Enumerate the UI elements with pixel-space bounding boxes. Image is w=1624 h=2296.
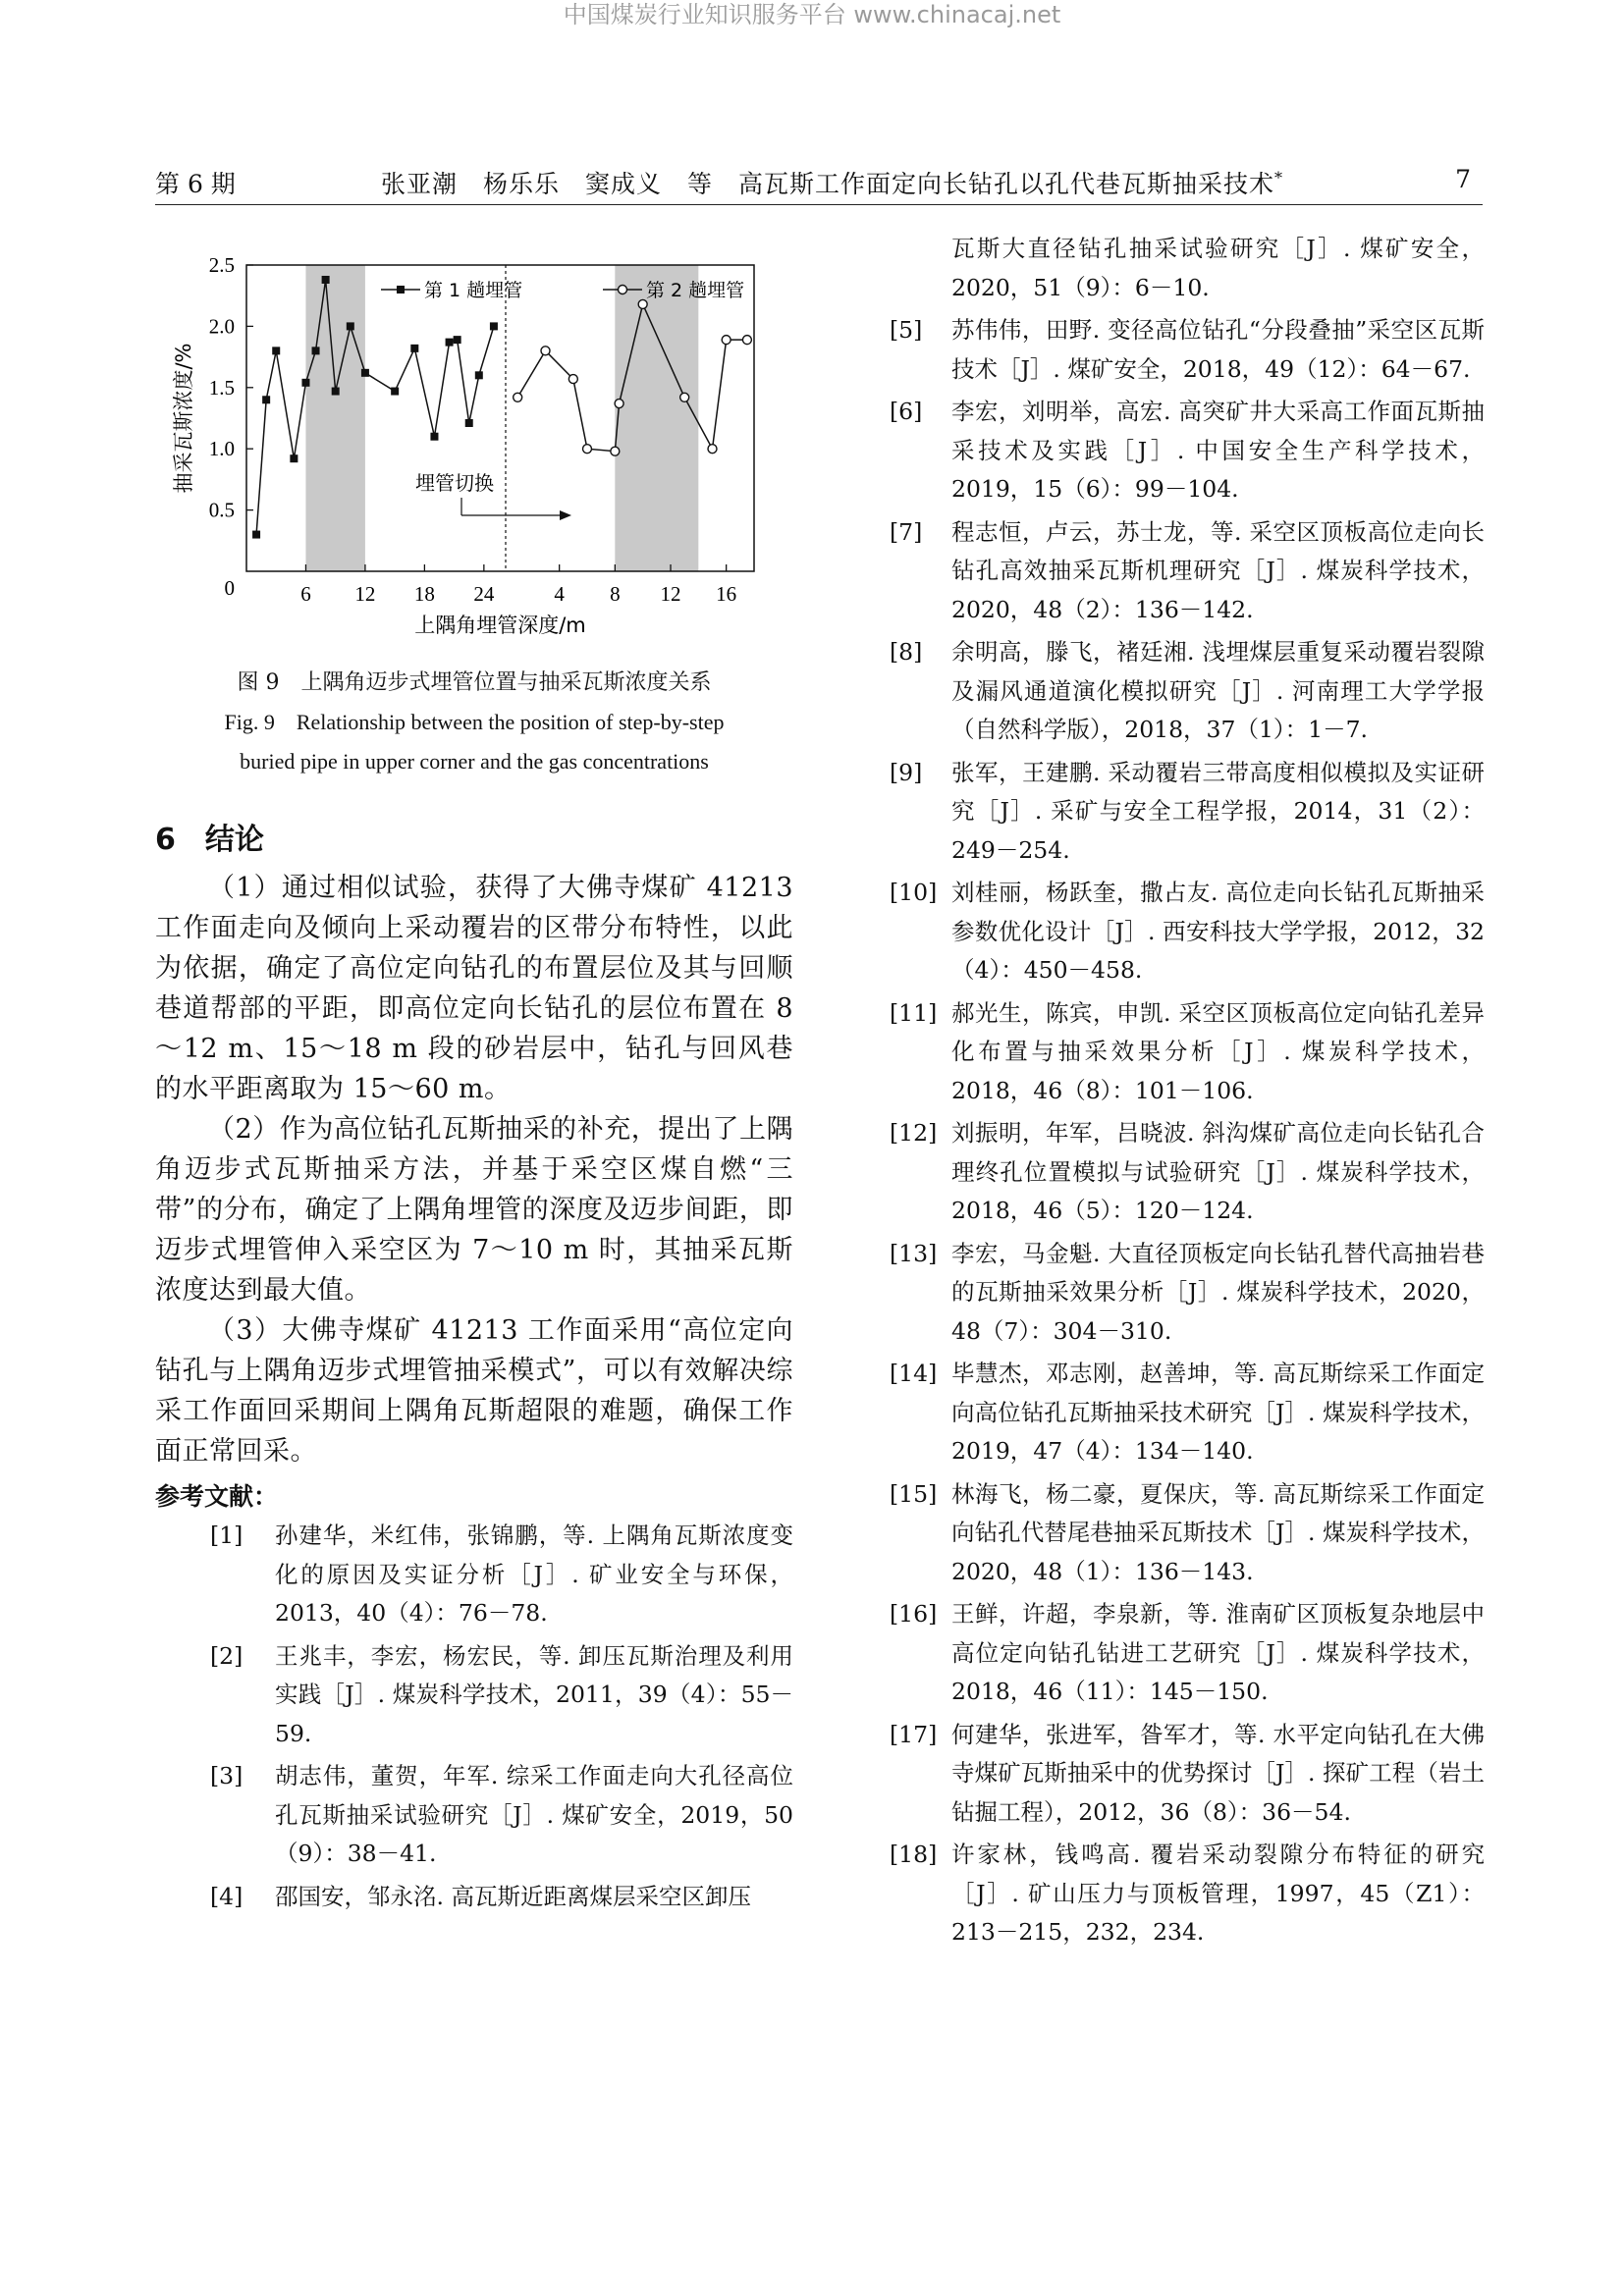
reference-number: [9] [890,758,923,786]
title-footnote-mark: * [1274,168,1284,187]
reference-text: 李宏，刘明举，高宏. 高突矿井大采高工作面瓦斯抽采技术及实践［J］. 中国安全生产科学技术，2019，15（6）：99－104. [951,398,1485,503]
reference-text: 刘桂丽，杨跃奎，撒占友. 高位走向长钻孔瓦斯抽采参数优化设计［J］. 西安科技大学学报，2012，32（4）：450－458. [951,879,1485,984]
reference-text: 邵国安，邹永洺. 高瓦斯近距离煤层采空区卸压 [275,1882,751,1910]
reference-3 [155,1757,793,1874]
left-column [155,245,793,1916]
figure-caption-en-1: Fig. 9 Relationship between the position of step-by-step [224,710,725,734]
section-heading [155,815,793,858]
reference-10 [892,874,1485,990]
reference-14 [892,1355,1485,1471]
series-2-point [615,400,623,408]
origin-label: 0 [224,576,235,600]
conclusion-paragraph-1: （1）通过相似试验，获得了大佛寺煤矿 41213 工作面走向及倾向上采动覆岩的区带分布特性，以此为依据，确定了高位定向钻孔的布置层位及其与回顺巷道帮部的平距，即高位定向长钻孔的层位布置在 8～12 m、15～18 m 段的砂岩层中，钻孔与回风巷的水平距离取为 15～60 m。 [155,873,793,1104]
reference-13 [892,1235,1485,1352]
shaded-region-1 [305,265,364,571]
reference-number: [16] [890,1600,938,1628]
legend-2-marker [619,286,627,294]
references-heading: 参考文献： [155,1482,279,1511]
legend-2-label: 第 2 趟埋管 [646,280,745,301]
x-tick-label: 18 [413,582,435,606]
x-tick-label: 24 [473,582,495,606]
reference-16 [892,1595,1485,1712]
series-1-point [262,396,270,403]
reference-4-continued: 瓦斯大直径钻孔抽采试验研究［J］. 煤矿安全，2020，51（9）：6－10. [951,235,1485,301]
watermark: 中国煤炭行业知识服务平台 www.chinacaj.net [563,1,1061,28]
y-tick-label: 1.0 [208,437,235,461]
annotation-text: 埋管切换 [415,471,494,495]
reference-text: 余明高，滕飞，褚廷湘. 浅埋煤层重复采动覆岩裂隙及漏风通道演化模拟研究［J］. 河南理工大学学报（自然科学版），2018，37（1）：1－7. [951,638,1485,743]
series-2-point [568,375,577,384]
reference-number: [3] [210,1762,244,1789]
reference-number: [12] [890,1119,938,1147]
series-2-point [742,336,751,345]
series-2-point [708,445,717,454]
series-1-point [475,371,483,379]
reference-number: [18] [890,1841,938,1868]
section-number: 6 [155,823,176,857]
reference-text: 许家林，钱鸣高. 覆岩采动裂隙分布特征的研究［J］. 矿山压力与顶板管理，1997，45（Z1）：213－215，232，234. [951,1841,1485,1946]
x-axis-label: 上隅角埋管深度/m [414,614,586,637]
reference-7 [892,513,1485,630]
reference-number: [13] [890,1239,938,1267]
reference-number: [7] [890,517,923,546]
y-tick-label: 2.0 [208,314,235,339]
reference-text: 苏伟伟，田野. 变径高位钻孔“分段叠抽”采空区瓦斯技术［J］. 煤矿安全，2018，49（12）：64－67. [951,316,1485,383]
x-tick-label: 6 [300,582,311,606]
reference-text: 孙建华，米红伟，张锦鹏，等. 上隅角瓦斯浓度变化的原因及实证分析［J］. 矿业安全与环保，2013，40（4）：76－78. [275,1522,793,1627]
series-1-point [361,369,369,377]
x-tick-label: 16 [716,582,737,606]
series-1-point [252,531,260,539]
shaded-region-2 [615,265,698,571]
reference-text: 毕慧杰，邓志刚，赵善坤，等. 高瓦斯综采工作面定向高位钻孔瓦斯抽采技术研究［J］. 煤炭科学技术，2019，47（4）：134－140. [951,1360,1485,1465]
series-1-point [322,276,330,284]
series-1-point [347,322,354,330]
legend-1-marker [397,286,405,294]
section-title: 结论 [204,823,264,857]
series-1-point [332,388,340,396]
reference-text: 程志恒，卢云，苏士龙，等. 采空区顶板高位走向长钻孔高效抽采瓦斯机理研究［J］. 煤炭科学技术，2020，48（2）：136－142. [951,517,1485,623]
reference-9 [892,754,1485,871]
x-tick-label: 8 [610,582,621,606]
series-1-point [465,419,473,427]
reference-2 [155,1637,793,1754]
y-axis-label: 抽采瓦斯浓度/% [172,343,195,494]
series-1-point [410,345,418,352]
reference-12 [892,1114,1485,1231]
reference-1 [155,1517,793,1633]
series-1-point [490,322,498,330]
reference-number: [11] [890,998,938,1027]
reference-15 [892,1475,1485,1592]
series-2-point [514,393,522,401]
annotation-arrowhead [560,510,571,520]
reference-number: [14] [890,1360,938,1387]
x-tick-label: 4 [554,582,565,606]
reference-number: [2] [210,1641,244,1670]
reference-text: 何建华，张进军，昝军才，等. 水平定向钻孔在大佛寺煤矿瓦斯抽采中的优势探讨［J］. 探矿工程（岩土钻掘工程），2012，36（8）：36－54. [951,1720,1485,1826]
series-2-point [583,445,592,454]
series-2-point [680,393,689,401]
series-2-point [541,347,550,355]
issue-number: 第 6 期 [155,170,236,198]
reference-text: 张军，王建鹏. 采动覆岩三带高度相似模拟及实证研究［J］. 采矿与安全工程学报，2014，31（2）：249－254. [951,758,1485,864]
reference-number: [15] [890,1479,938,1508]
figure-caption-en-2: buried pipe in upper corner and the gas concentrations [240,749,709,774]
series-1-line [256,280,494,535]
conclusion-paragraph-3: （3）大佛寺煤矿 41213 工作面采用“高位定向钻孔与上隅角迈步式埋管抽采模式”，可以有效解决综采工作面回采期间上隅角瓦斯超限的难题，确保工作面正常回采。 [155,1315,793,1467]
reference-text: 王鲜，许超，李泉新，等. 淮南矿区顶板复杂地层中高位定向钻孔钻进工艺研究［J］. 煤炭科学技术，2018，46（11）：145－150. [951,1600,1485,1705]
figure-9 [155,245,793,658]
figure-caption-cn: 图 9 上隅角迈步式埋管位置与抽采瓦斯浓度关系 [237,670,712,695]
series-1-point [430,433,438,441]
page-header [155,165,1483,205]
y-tick-label: 1.5 [208,375,235,400]
reference-18 [892,1836,1485,1952]
conclusion-paragraph-2: （2）作为高位钻孔瓦斯抽采的补充，提出了上隅角迈步式瓦斯抽采方法，并基于采空区煤自燃“三带”的分布，确定了上隅角埋管的深度及迈步间距，即迈步式埋管伸入采空区为 7～10 m 时，其抽采瓦斯浓度达到最大值。 [155,1114,793,1306]
series-1-point [446,339,454,347]
x-tick-label: 12 [354,582,376,606]
reference-4 [155,1878,793,1917]
reference-text: 郝光生，陈宾，申凯. 采空区顶板高位定向钻孔差异化布置与抽采效果分析［J］. 煤炭科学技术，2018，46（8）：101－106. [951,998,1485,1104]
series-2-point [722,336,731,345]
series-2-point [611,447,620,455]
reference-text: 李宏，马金魁. 大直径顶板定向长钻孔替代高抽岩巷的瓦斯抽采效果分析［J］. 煤炭科学技术，2020，48（7）：304－310. [951,1239,1485,1345]
reference-number: [10] [890,879,938,906]
gas-concentration-chart [155,245,793,658]
reference-number: [17] [890,1720,938,1748]
reference-11 [892,994,1485,1111]
reference-5 [892,311,1485,389]
reference-text: 王兆丰，李宏，杨宏民，等. 卸压瓦斯治理及利用实践［J］. 煤炭科学技术，2011，39（4）：55－59. [275,1641,793,1747]
reference-text: 刘振明，年军，吕晓波. 斜沟煤矿高位走向长钻孔合理终孔位置模拟与试验研究［J］. 煤炭科学技术，2018，46（5）：120－124. [951,1119,1485,1224]
series-1-point [301,379,309,387]
reference-text: 林海飞，杨二豪，夏保庆，等. 高瓦斯综采工作面定向钻孔代替尾巷抽采瓦斯技术［J］. 煤炭科学技术，2020，48（1）：136－143. [951,1479,1485,1585]
running-title [381,165,1283,200]
series-1-point [312,347,320,354]
x-tick-label: 12 [660,582,681,606]
running-title-text: 张亚潮 杨乐乐 窦成义 等 高瓦斯工作面定向长钻孔以孔代巷瓦斯抽采技术 [381,170,1275,198]
series-1-point [454,336,461,344]
series-1-point [391,388,399,396]
page-number: 7 [1455,165,1471,193]
legend-1-label: 第 1 趟埋管 [424,280,523,301]
series-1-point [272,347,280,354]
right-column [892,230,1485,1952]
series-1-point [290,454,298,462]
reference-number: [6] [890,398,923,425]
y-tick-label: 2.5 [208,253,235,277]
reference-number: [5] [890,316,923,344]
reference-number: [4] [210,1882,244,1910]
y-tick-label: 0.5 [208,498,235,522]
reference-6 [892,393,1485,509]
reference-8 [892,633,1485,750]
reference-number: [8] [890,638,923,666]
reference-text: 胡志伟，董贺，年军. 综采工作面走向大孔径高位孔瓦斯抽采试验研究［J］. 煤矿安全，2019，50（9）：38－41. [275,1762,793,1867]
reference-number: [1] [210,1522,244,1549]
reference-list-right [892,311,1485,1952]
reference-17 [892,1716,1485,1833]
